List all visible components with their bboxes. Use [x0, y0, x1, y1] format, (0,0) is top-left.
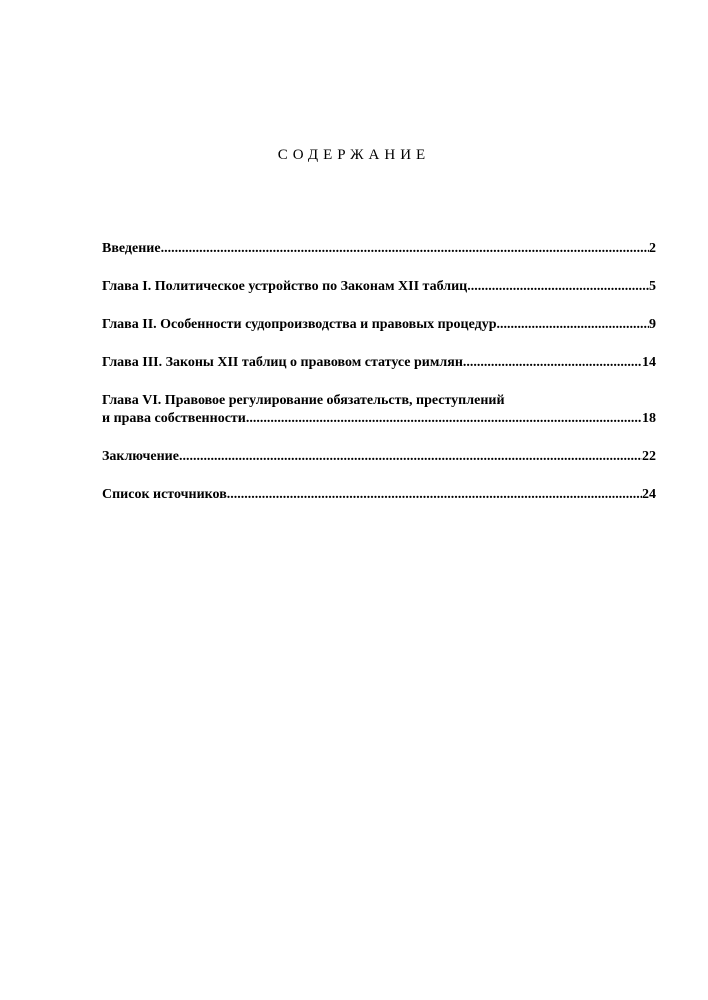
toc-entry-text: Глава III. Законы XII таблиц о правовом статусе римлян: [102, 355, 463, 370]
toc-leader-dots: [463, 354, 642, 372]
toc-leader-dots: [246, 410, 642, 428]
toc-entry-text: Введение: [102, 241, 161, 256]
toc-leader-dots: [467, 278, 649, 296]
toc-entry-text-line1: Глава VI. Правовое регулирование обязательств, преступлений: [102, 393, 505, 408]
toc-entry-chapter-3: [102, 354, 656, 372]
toc-entry-introduction: [102, 240, 656, 258]
toc-leader-dots: [179, 448, 642, 466]
toc-title: СОДЕРЖАНИЕ: [277, 147, 431, 163]
toc-entry-chapter-2: [102, 316, 656, 334]
toc-entry-text: Заключение: [102, 449, 179, 464]
toc-page-number: 22: [642, 449, 656, 464]
toc-leader-dots: [496, 316, 649, 334]
toc-entry-text: Глава II. Особенности судопроизводства и правовых процедур: [102, 317, 497, 332]
toc-page-number: 9: [649, 317, 656, 332]
toc-entry-text: и права собственности: [102, 411, 246, 426]
toc-entry-chapter-6: [102, 392, 656, 428]
toc-leader-dots: [161, 240, 649, 258]
toc-entry-chapter-1: [102, 278, 656, 296]
toc-entry-text: Глава I. Политическое устройство по Законам XII таблиц: [102, 279, 468, 294]
toc-entry-conclusion: [102, 448, 656, 466]
toc-entry-sources: [102, 486, 656, 504]
toc-page-number: 18: [642, 411, 656, 426]
toc-leader-dots: [227, 486, 642, 504]
toc-page-number: 5: [649, 279, 656, 294]
toc-page-number: 14: [642, 355, 656, 370]
toc-page-number: 2: [649, 241, 656, 256]
table-of-contents: [102, 240, 656, 524]
toc-page-number: 24: [642, 487, 656, 502]
toc-entry-text: Список источников: [102, 487, 227, 502]
